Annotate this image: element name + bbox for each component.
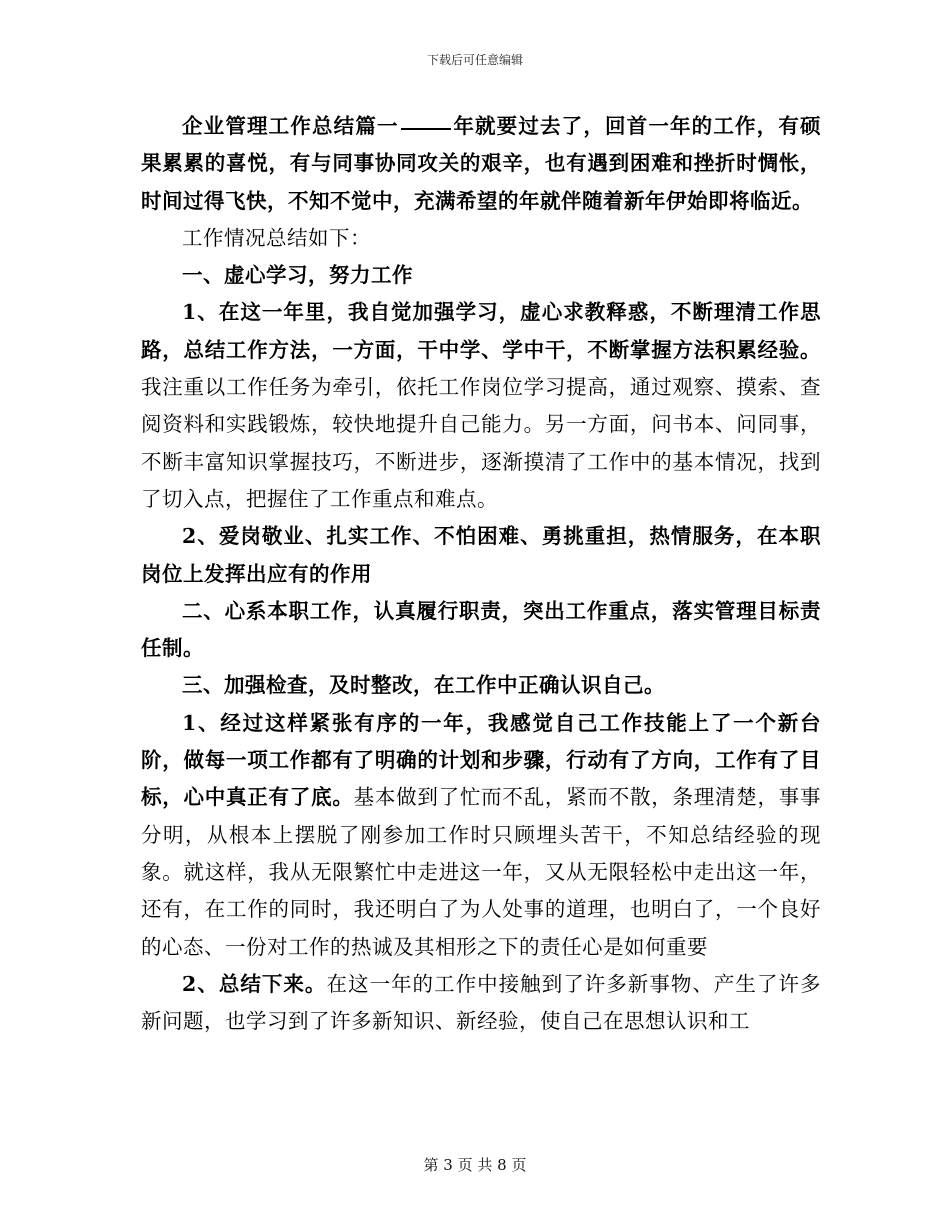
paragraph-section-3-item-2 — [141, 966, 821, 1041]
section-3-item-2-text: 在这一年的工作中接触到了许多新事物、产生了许多新问题，也学习到了许多新知识、新经验，使自己在思想认识和工 — [141, 971, 822, 1034]
heading-section-1 — [141, 257, 821, 294]
paragraph-section-1-item-1 — [141, 294, 821, 518]
heading-section-2 — [141, 593, 821, 668]
section-2-title: 二、心系本职工作，认真履行职责，突出工作重点，落实管理目标责任制。 — [141, 598, 821, 661]
section-3-item-1-text: 基本做到了忙而不乱，紧而不散，条理清楚，事事分明，从根本上摆脱了刚参加工作时只顾埋头苦干，不知总结经验的现象。就这样，我从无限繁忙中走进这一年，又从无限轻松中走出这一年，还有，在工作的同时，我还明白了为人处事的道理，也明白了，一个良好的心态、一份对工作的热诚及其相形之下的责任心是如何重要 — [141, 785, 822, 959]
section-1-item-1-text: 我注重以工作任务为牵引，依托工作岗位学习提高，通过观察、摸索、查阅资料和实践锻炼，较快地提升自己能力。另一方面，问书本、问同事，不断丰富知识掌握技巧，不断进步，逐渐摸清了工作中的基本情况，找到了切入点，把握住了工作重点和难点。 — [141, 375, 821, 511]
page-header: 下载后可任意编辑 — [426, 53, 523, 67]
page-footer: 第 3 页 共 8 页 — [423, 1156, 527, 1174]
paragraph-section-1-item-2 — [141, 518, 821, 593]
section-3-title: 三、加强检查，及时整改，在工作中正确认识自己。 — [182, 673, 665, 698]
section-3-item-2-bold: 2、总结下来。 — [182, 971, 327, 996]
paragraph-intro — [141, 108, 821, 220]
intro-title: 企业管理工作总结篇一 — [182, 114, 399, 138]
heading-section-3 — [141, 667, 821, 704]
section-1-item-1-bold: 1、在这一年里，我自觉加强学习，虚心求教释惑，不断理清工作思路，总结工作方法，一方面，干中学、学中干，不断掌握方法积累经验。 — [141, 300, 821, 362]
paragraph-section-3-item-1 — [141, 705, 821, 966]
fill-in-blank — [401, 127, 451, 130]
intro-text: 年就要过去了，回首一年的工作，有硕果累累的喜悦，有与同事协同攻关的艰辛，也有遇到困难和挫折时惆怅，时间过得飞快，不知不觉中，充满希望的年就伴随着新年伊始即将临近。 — [141, 114, 822, 213]
document-body — [141, 108, 821, 1040]
section-1-item-2-text: 2、爱岗敬业、扎实工作、不怕困难、勇挑重担，热情服务，在本职岗位上发挥出应有的作用 — [141, 524, 821, 586]
section-3-item-1-bold: 1、经过这样紧张有序的一年，我感觉自己工作技能上了一个新台阶，做每一项工作都有了明确的计划和步骤，行动有了方向，工作有了目标，心中真正有了底。 — [141, 710, 821, 810]
section-1-title: 一、虚心学习，努力工作 — [182, 263, 413, 288]
paragraph-summary-lead — [141, 220, 821, 257]
summary-lead-text: 工作情况总结如下： — [182, 225, 371, 250]
